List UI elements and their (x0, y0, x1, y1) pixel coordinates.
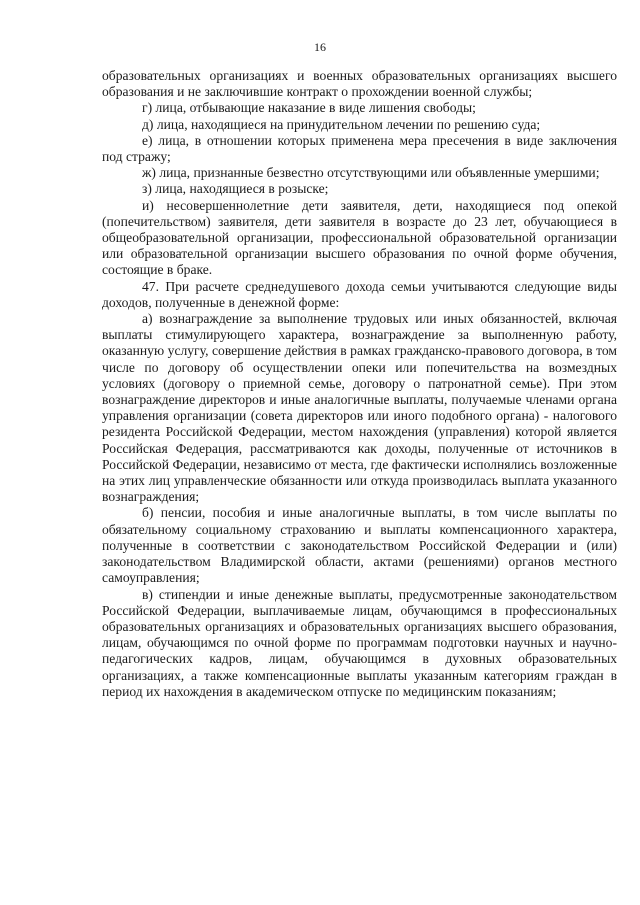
document-body (102, 68, 617, 700)
paragraph-clause-47: 47. При расчете среднедушевого дохода семьи учитываются следующие виды доходов, полученные в денежной форме: (102, 278, 617, 310)
paragraph-item-z: з) лица, находящиеся в розыске; (142, 181, 329, 197)
paragraph-item-d: д) лица, находящиеся на принудительном лечении по решению суда; (142, 116, 541, 132)
paragraph-item-a: а) вознаграждение за выполнение трудовых или иных обязанностей, включая выплаты стимулирующего характера, вознаграждение за выполненную работу, оказанную услугу, совершение действия в рамках гражданско-правового договора, в том числе по договору об осуществлении опеки или попечительства на возмездных условиях (договору о приемной семье, договору о патронатной семье). При этом вознаграждение директоров и иные аналогичные выплаты, получаемые членами органа управления организации (совета директоров или иного подобного органа) - налогового резидента Российской Федерации, местом нахождения (управления) которой является Российская Федерация, рассматриваются как доходы, полученные от источников в Российской Федерации, независимо от места, где фактически исполнялись возложенные на этих лиц управленческие обязанности или откуда производилась выплата указанного вознаграждения; (102, 311, 617, 505)
paragraph-item-v: в) стипендии и иные денежные выплаты, предусмотренные законодательством Российской Федерации, выплачиваемые лицам, обучающимся в профессиональных образовательных организациях и образовательных организациях высшего образования, лицам, обучающимся по очной форме по программам подготовки научных и научно-педагогических кадров, лицам, обучающимся в духовных образовательных организациях, а также компенсационные выплаты указанным категориям граждан в период их нахождения в академическом отпуске по медицинским показаниям; (102, 586, 617, 699)
paragraph-continuation: образовательных организациях и военных образовательных организациях высшего образования и не заключившие контракт о прохождении военной службы; (102, 68, 617, 100)
paragraph-item-b: б) пенсии, пособия и иные аналогичные выплаты, в том числе выплаты по обязательному социальному страхованию и выплаты компенсационного характера, полученные в соответствии с законодательством Российской Федерации и (или) законодательством Владимирской области, актами (решениями) органов местного самоуправления; (102, 505, 617, 586)
paragraph-item-i: и) несовершеннолетние дети заявителя, дети, находящиеся под опекой (попечительством) заявителя, дети заявителя в возрасте до 23 лет, обучающиеся в общеобразовательной организации, профессиональной образовательной организации или образовательной организации высшего образования по очной форме обучения, состоящие в браке. (102, 197, 617, 278)
page-number: 16 (314, 40, 326, 54)
paragraph-item-e: е) лица, в отношении которых применена мера пресечения в виде заключения под стражу; (102, 132, 617, 165)
paragraph-item-g: г) лица, отбывающие наказание в виде лишения свободы; (142, 100, 476, 116)
paragraph-item-zh: ж) лица, признанные безвестно отсутствующими или объявленные умершими; (142, 165, 600, 181)
